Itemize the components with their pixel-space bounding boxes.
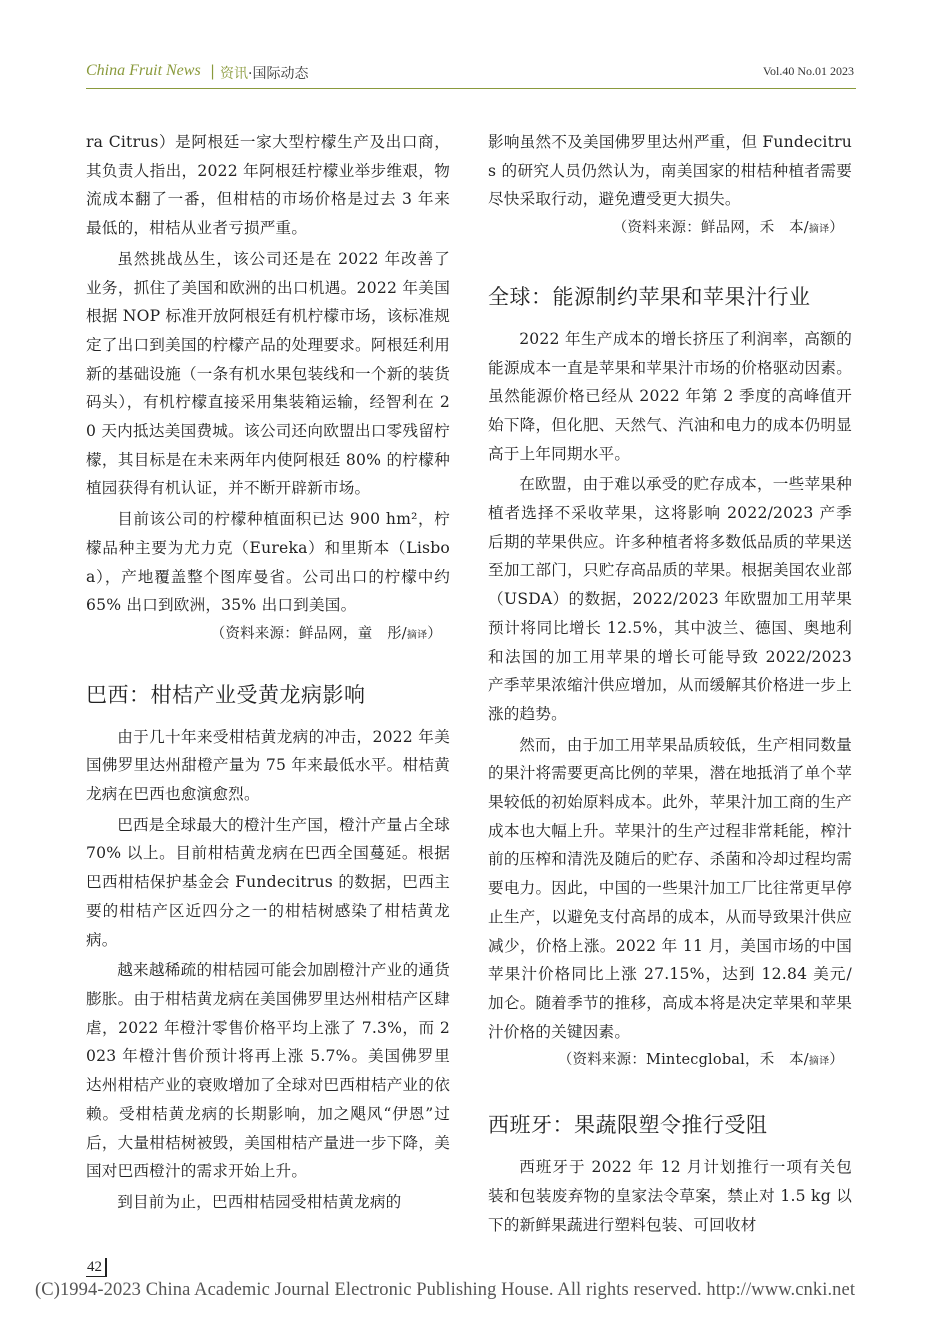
copyright-footer: (C)1994-2023 China Academic Journal Electronic Publishing House. All rights reserved. http://www.cnki.net <box>35 1280 856 1300</box>
brazil-paragraph-3: 越来越稀疏的柑桔园可能会加剧橙汁产业的通货膨胀。由于柑桔黄龙病在美国佛罗里达州柑桔产区肆虐，2022 年橙汁零售价格平均上涨了 7.3%，而 2023 年橙汁售价预计将再上涨 5.7%。美国佛罗里达州柑桔产业的衰败增加了全球对巴西柑桔产业的依赖。受柑桔黄龙病的长期影响，加之飓风“伊恩”过后，大量柑桔树被毁，美国柑桔产量进一步下降，美国对巴西橙汁的需求开始上升。 <box>86 961 450 1181</box>
header-separator: | <box>210 62 216 80</box>
paragraph-argentina-3: 目前该公司的柠檬种植面积已达 900 hm²，柠檬品种主要为尤力克（Eureka）和里斯本（Lisboa），产地覆盖整个图库曼省。公司出口的柠檬中约 65% 出口到欧洲，35% 出口到美国。 <box>86 510 450 615</box>
source-citation-3: （资料来源：Mintecglobal，禾 本/摘译） <box>557 1052 844 1069</box>
brazil-continuation: 影响虽然不及美国佛罗里达州严重，但 Fundecitrus 的研究人员仍然认为，南美国家的柑桔种植者需要尽快采取行动，避免遭受更大损失。 <box>488 133 852 209</box>
right-column <box>488 128 852 1239</box>
source-citation-2: （资料来源：鲜品网，禾 本/摘译） <box>612 220 844 237</box>
brazil-paragraph-2: 巴西是全球最大的橙汁生产国，橙汁产量占全球 70% 以上。目前柑桔黄龙病在巴西全国蔓延。根据巴西柑桔保护基金会 Fundecitrus 的数据，巴西主要的柑桔产区近四分之一的柑桔树感染了柑桔黄龙病。 <box>86 815 450 949</box>
issue-info: Vol.40 No.01 2023 <box>762 64 854 78</box>
source-citation-1: （资料来源：鲜品网，童 彤/摘译） <box>210 625 442 642</box>
brazil-paragraph-4: 到目前为止，巴西柑桔园受柑桔黄龙病的 <box>117 1192 402 1211</box>
spain-paragraph-1: 西班牙于 2022 年 12 月计划推行一项有关包装和包装废弃物的皇家法令草案，禁止对 1.5 kg 以下的新鲜果蔬进行塑料包装、可回收材 <box>488 1158 852 1234</box>
heading-global: 全球：能源制约苹果和苹果汁行业 <box>488 284 811 309</box>
section-label <box>220 63 308 83</box>
paragraph-argentina-2: 虽然挑战丛生，该公司还是在 2022 年改善了业务，抓住了美国和欧洲的出口机遇。2022 年美国根据 NOP 标准开放阿根廷有机柠檬市场，该标准规定了出口到美国的柠檬产品的处理要求。阿根廷利用新的基础设施（一条有机水果包装线和一个新的装货码头），有机柠檬直接采用集装箱运输，经智利在 20 天内抵达美国费城。该公司还向欧盟出口零残留柠檬，其目标是在未来两年内使阿根廷 80% 的柠檬种植园获得有机认证，并不断开辟新市场。 <box>86 249 450 498</box>
section-rest: ·国际动态 <box>248 66 309 82</box>
page-number: 42 <box>86 1258 107 1277</box>
intro-paragraph: ra Citrus）是阿根廷一家大型柠檬生产及出口商，其负责人指出，2022 年阿根廷柠檬业举步维艰，物流成本翻了一番，但柑桔的市场价格是过去 3 年来最低的，柑桔从业者亏损严重。 <box>86 133 450 238</box>
header-rule <box>86 88 856 89</box>
page-header <box>86 62 854 86</box>
global-paragraph-3: 然而，由于加工用苹果品质较低，生产相同数量的果汁将需要更高比例的苹果，潜在地抵消了单个苹果较低的初始原料成本。此外，苹果汁加工商的生产成本也大幅上升。苹果汁的生产过程非常耗能，榨汁前的压榨和清洗及随后的贮存、杀菌和冷却过程均需要电力。因此，中国的一些果汁加工厂比往常更早停止生产，以避免支付高昂的成本，从而导致果汁供应减少，价格上涨。2022 年 11 月，美国市场的中国苹果汁价格同比上涨 27.15%，达到 12.84 美元/加仑。随着季节的推移，高成本将是决定苹果和苹果汁价格的关键因素。 <box>488 735 852 1041</box>
global-paragraph-2: 在欧盟，由于难以承受的贮存成本，一些苹果种植者选择不采收苹果，这将影响 2022/2023 产季后期的苹果供应。许多种植者将多数低品质的苹果送至加工部门，只贮存高品质的苹果。根据美国农业部（USDA）的数据，2022/2023 年欧盟加工用苹果预计将同比增长 12.5%，其中波兰、德国、奥地利和法国的加工用苹果的增长可能导致 2022/2023 产季苹果浓缩汁供应增加，从而缓解其价格进一步上涨的趋势。 <box>488 475 852 723</box>
heading-brazil: 巴西：柑桔产业受黄龙病影响 <box>86 682 366 707</box>
heading-spain: 西班牙：果蔬限塑令推行受阻 <box>488 1113 768 1138</box>
brazil-paragraph-1: 由于几十年来受柑桔黄龙病的冲击，2022 年美国佛罗里达州甜橙产量为 75 年来最低水平。柑桔黄龙病在巴西也愈演愈烈。 <box>86 727 450 804</box>
left-column <box>86 128 450 1217</box>
section-prefix: 资讯 <box>220 66 248 82</box>
journal-brand: China Fruit News <box>86 62 201 79</box>
global-paragraph-1: 2022 年生产成本的增长挤压了利润率，高额的能源成本一直是苹果和苹果汁市场的价格驱动因素。虽然能源价格已经从 2022 年第 2 季度的高峰值开始下降，但化肥、天然气、汽油和电力的成本仍明显高于上年同期水平。 <box>488 329 852 463</box>
